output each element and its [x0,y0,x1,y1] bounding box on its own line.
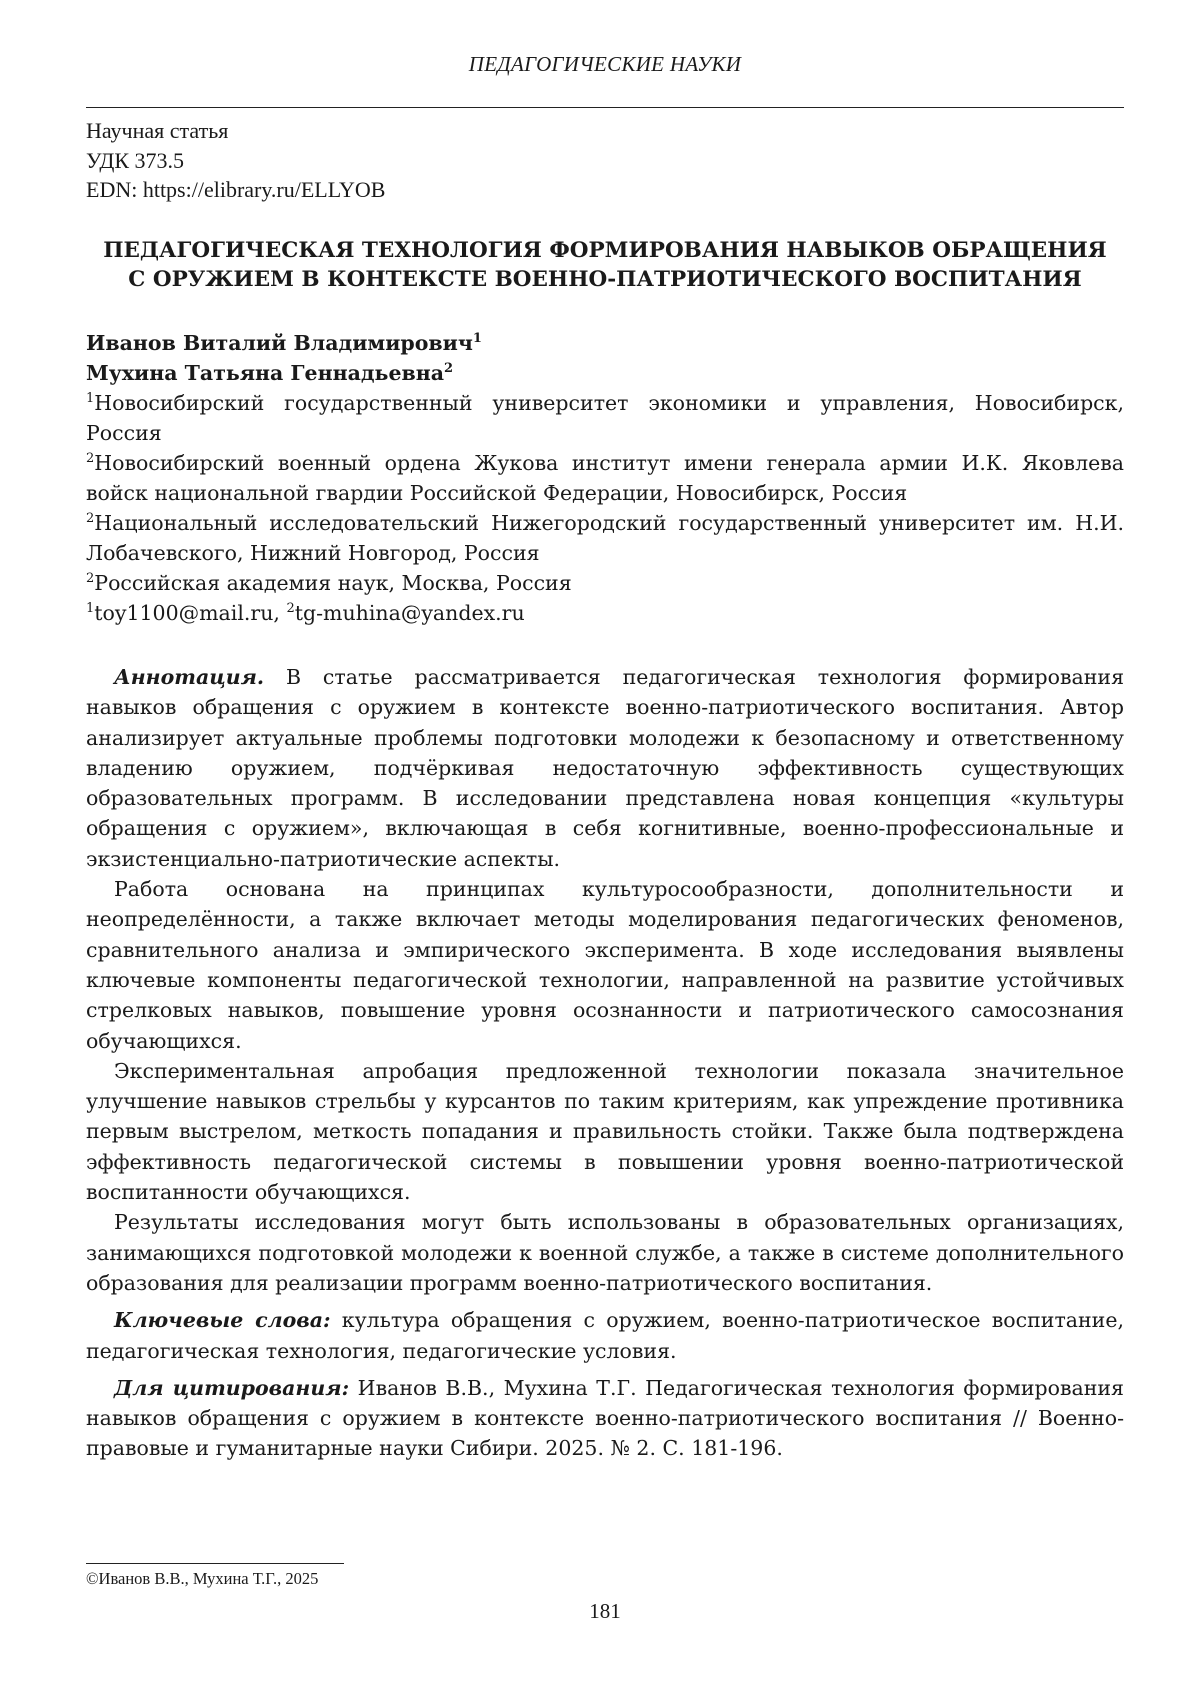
article-meta [86,116,385,205]
article-type: Научная статья [86,118,229,143]
affiliation-3 [86,508,1124,568]
author-2-mark: 2 [444,361,454,376]
author-1 [86,328,1124,358]
title-line-2: С ОРУЖИЕМ В КОНТЕКСТЕ ВОЕННО-ПАТРИОТИЧЕСКОГО ВОСПИТАНИЯ [128,267,1082,292]
email-1-mark: 1 [86,601,95,616]
email-1-link[interactable]: toy1100@mail.ru [94,601,274,625]
edn-link[interactable]: EDN: https://elibrary.ru/ELLYOB [86,177,386,202]
author-2-name: Мухина Татьяна Геннадьевна [86,361,445,385]
email-separator: , [273,601,287,625]
abstract-paragraph-3: Экспериментальная апробация предложенной технологии показала значительное улучшение навыков стрельбы у курсантов по таким критериям, как упреждение противника первым выстрелом, меткость попадания и правильность стойки. Также была подтверждена эффективность педагогической системы в повышении уровня военно-патриотической воспитанности обучающихся. [86,1058,1124,1205]
footnote-rule [86,1563,344,1564]
abstract-text-1: В статье рассматривается педагогическая технология формирования навыков обращения с оружием в контексте военно-патриотического воспитания. Автор анализирует актуальные проблемы подготовки молодежи к безопасному и ответственному владению оружием, подчёркивая недостаточную эффективность существующих образовательных программ. В исследовании представлена новая концепция «культуры обращения с оружием», включающая в себя когнитивные, военно-профессиональные и экзистенциально-патриотические аспекты. [86,665,1124,871]
affiliation-1-mark: 1 [86,391,95,406]
udk-code: УДК 373.5 [86,147,185,173]
email-2-link[interactable]: tg-muhina@yandex.ru [294,601,525,625]
keywords-text: культура обращения с оружием, военно-патриотическое воспитание, педагогическая технология, педагогические условия. [86,1308,1124,1363]
copyright-footnote: ©Иванов В.В., Мухина Т.Г., 2025 [86,1569,319,1588]
affiliation-4 [86,568,1124,598]
author-1-mark: 1 [472,331,482,346]
authors-block [86,328,1124,628]
keywords-label: Ключевые слова: [114,1308,331,1333]
affiliation-4-text: Российская академия наук, Москва, Россия [94,571,572,595]
abstract-paragraph-2: Работа основана на принципах культуросообразности, дополнительности и неопределённости, а также включает методы моделирования педагогических феноменов, сравнительного анализа и эмпирического эксперимента. В ходе исследования выявлены ключевые компоненты педагогической технологии, направленной на развитие устойчивых стрелковых навыков, повышение уровня осознанности и патриотического самосознания обучающихся. [86,877,1124,1053]
article-title [86,236,1124,294]
citation-label: Для цитирования: [114,1375,350,1400]
author-emails [86,598,1124,628]
keywords-paragraph [86,1305,1124,1366]
affiliation-1 [86,388,1124,448]
abstract-label: Аннотация. [114,665,265,689]
affiliation-2-mark: 2 [86,451,95,466]
author-1-name: Иванов Виталий Владимирович [86,331,473,355]
affiliation-1-text: Новосибирский государственный университет экономики и управления, Новосибирск, Россия [86,391,1124,445]
affiliation-2 [86,448,1124,508]
title-line-1: ПЕДАГОГИЧЕСКАЯ ТЕХНОЛОГИЯ ФОРМИРОВАНИЯ НАВЫКОВ ОБРАЩЕНИЯ [103,238,1107,263]
affiliation-3-text: Национальный исследовательский Нижегородский государственный университет им. Н.И. Лобачевского, Нижний Новгород, Россия [86,511,1124,565]
page-number: 181 [589,1599,621,1623]
header-rule [86,107,1124,108]
citation-text: Иванов В.В., Мухина Т.Г. Педагогическая технология формирования навыков обращения с оружием в контексте военно-патриотического воспитания // Военно-правовые и гуманитарные науки Сибири. 2025. № 2. С. 181-196. [86,1375,1124,1461]
citation-paragraph [86,1373,1124,1464]
abstract-section [86,662,1124,1464]
affiliation-4-mark: 2 [86,571,95,586]
email-2-mark: 2 [286,601,295,616]
running-head: ПЕДАГОГИЧЕСКИЕ НАУКИ [468,52,742,76]
affiliation-2-text: Новосибирский военный ордена Жукова институт имени генерала армии И.К. Яковлева войск национальной гвардии Российской Федерации, Новосибирск, Россия [86,451,1124,505]
author-2 [86,358,1124,388]
abstract-paragraph-1 [86,662,1124,874]
abstract-paragraph-4: Результаты исследования могут быть использованы в образовательных организациях, занимающихся подготовкой молодежи к военной службе, а также в системе дополнительного образования для реализации программ военно-патриотического воспитания. [86,1210,1124,1295]
affiliation-3-mark: 2 [86,511,95,526]
